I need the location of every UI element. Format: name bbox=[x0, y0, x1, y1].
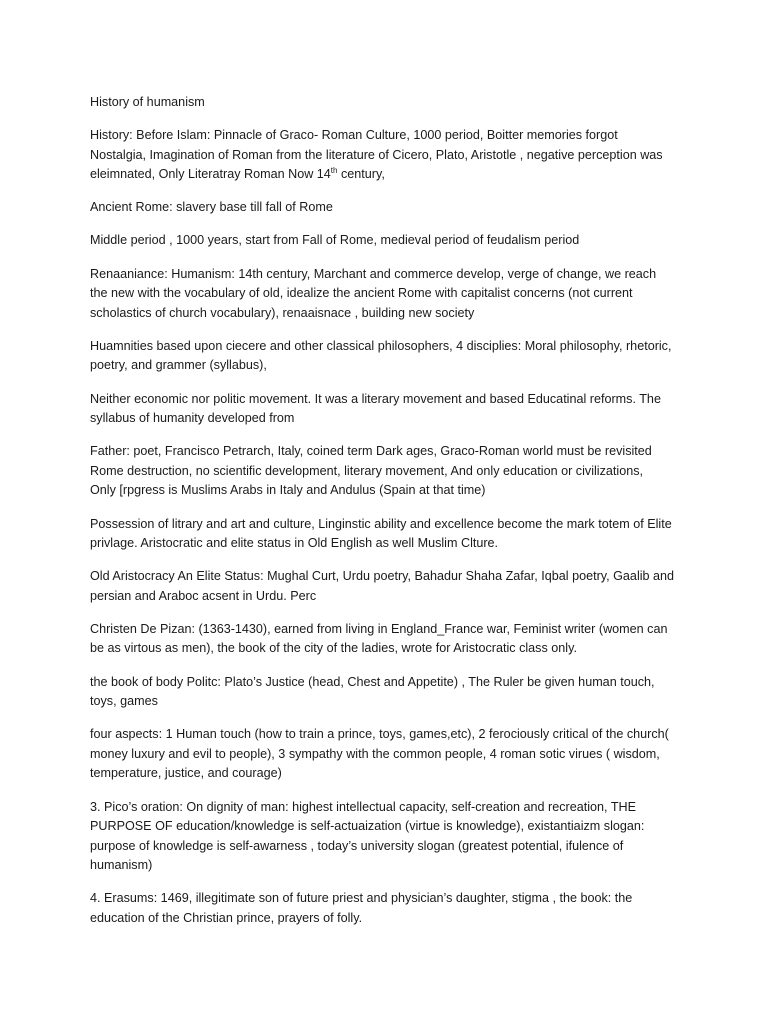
text-line: Huamnities based upon ciecere and other classical philosophers, 4 disciplies: Moral philosophy, rhetoric, bbox=[90, 338, 672, 353]
text-line: humanism) bbox=[90, 858, 153, 873]
paragraph bbox=[90, 198, 690, 218]
paragraph bbox=[90, 337, 690, 376]
text-line: Nostalgia, Imagination of Roman from the literature of Cicero, Plato, Aristotle , negative perception was bbox=[90, 147, 663, 162]
text-line: poetry, and grammer (syllabus), bbox=[90, 358, 267, 373]
text-line: Renaaniance: Humanism: 14th century, Marchant and commerce develop, verge of change, we reach bbox=[90, 266, 657, 281]
text-line: Father: poet, Francisco Petrarch, Italy, coined term Dark ages, Graco-Roman world must be revisited bbox=[90, 444, 652, 459]
text-line: education of the Christian prince, prayers of folly. bbox=[90, 911, 363, 925]
text-line: Possession of litrary and art and culture, Linginstic ability and excellence become the mark totem of Elite bbox=[90, 516, 672, 531]
text-line: privlage. Aristocratic and elite status in Old English as well Muslim Clture. bbox=[90, 536, 499, 551]
text-line: purpose of knowledge is self-awarness , today’s university slogan (greatest potential, ifulence of bbox=[90, 838, 624, 853]
text-line: Christen De Pizan: (1363-1430), earned from living in England_France war, Feminist writer (women can bbox=[90, 621, 668, 636]
text-line: syllabus of humanity developed from bbox=[90, 411, 295, 426]
text-line: 4. Erasums: 1469, illegitimate son of future priest and physician’s daughter, stigma , the book: the bbox=[90, 891, 633, 906]
text-run: century, bbox=[337, 167, 385, 182]
text-line: Only [rpgress is Muslims Arabs in Italy and Andulus (Spain at that time) bbox=[90, 483, 486, 498]
superscript: th bbox=[330, 166, 338, 176]
text-line: the book of body Politc: Plato’s Justice (head, Chest and Appetite) , The Ruler be given human touch, bbox=[90, 674, 655, 689]
paragraph bbox=[90, 390, 690, 429]
text-line: temperature, justice, and courage) bbox=[90, 766, 282, 781]
text-line: persian and Araboc acsent in Urdu. Perc bbox=[90, 588, 317, 603]
text-line: scholastics of church vocabulary), renaaisnace , building new society bbox=[90, 305, 475, 320]
paragraph bbox=[90, 231, 690, 251]
text-line: Middle period , 1000 years, start from Fall of Rome, medieval period of feudalism period bbox=[90, 233, 580, 248]
text-line: Old Aristocracy An Elite Status: Mughal Curt, Urdu poetry, Bahadur Shaha Zafar, Iqbal poetry, Gaalib and bbox=[90, 569, 675, 584]
text-line: Ancient Rome: slavery base till fall of Rome bbox=[90, 200, 333, 215]
text-line: History: Before Islam: Pinnacle of Graco- Roman Culture, 1000 period, Boitter memories forgot bbox=[90, 128, 618, 143]
paragraph bbox=[90, 798, 690, 876]
paragraph bbox=[90, 620, 690, 659]
text-line: four aspects: 1 Human touch (how to train a prince, toys, games,etc), 2 ferociously critical of the church( bbox=[90, 727, 669, 742]
paragraph bbox=[90, 265, 690, 324]
text-line: 3. Pico’s oration: On dignity of man: highest intellectual capacity, self-creation and recreation, THE bbox=[90, 799, 637, 814]
paragraph bbox=[90, 93, 690, 113]
text-run: eleimnated, Only Literatray Roman Now 14 bbox=[90, 167, 331, 182]
document-body bbox=[90, 93, 690, 942]
paragraph bbox=[90, 442, 690, 501]
text-line: Rome destruction, no scientific development, literary movement, And only education or civilizations, bbox=[90, 463, 643, 478]
paragraph bbox=[90, 567, 690, 606]
paragraph bbox=[90, 126, 690, 185]
paragraph bbox=[90, 673, 690, 712]
text-line: money luxury and evil to people), 3 sympathy with the common people, 4 roman sotic virues ( wisdom, bbox=[90, 746, 660, 761]
text-line: the new with the vocabulary of old, idealize the ancient Rome with capitalist concerns (not current bbox=[90, 286, 633, 301]
text-line: History of humanism bbox=[90, 95, 205, 109]
text-line: be as virtous as men), the book of the city of the ladies, wrote for Aristocratic class only. bbox=[90, 641, 577, 656]
text-line: PURPOSE OF education/knowledge is self-actuaization (virtue is knowledge), existantiaizm slogan: bbox=[90, 819, 645, 834]
text-line: Neither economic nor politic movement. It was a literary movement and based Educatinal reforms. The bbox=[90, 391, 661, 406]
paragraph bbox=[90, 889, 690, 928]
paragraph bbox=[90, 725, 690, 784]
paragraph bbox=[90, 515, 690, 554]
text-line bbox=[90, 165, 690, 185]
text-line: toys, games bbox=[90, 694, 158, 709]
